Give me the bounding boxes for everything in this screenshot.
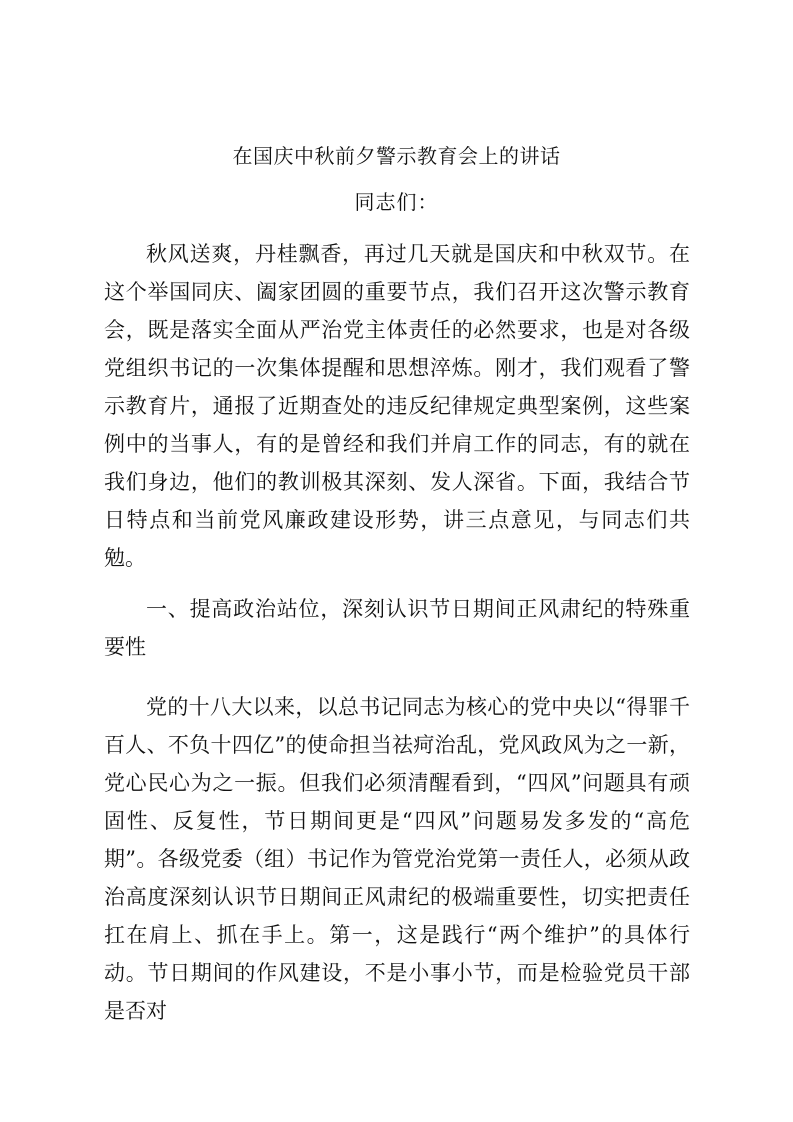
document-title: 在国庆中秋前夕警示教育会上的讲话	[232, 144, 561, 168]
document-body	[104, 235, 690, 1030]
intro-paragraph: 秋风送爽，丹桂飘香，再过几天就是国庆和中秋双节。在这个举国同庆、阖家团圆的重要节点，我们召开这次警示教育会，既是落实全面从严治党主体责任的必然要求，也是对各级党组织书记的一次集体提醒和思想淬炼。刚才，我们观看了警示教育片，通报了近期查处的违反纪律规定典型案例，这些案例中的当事人，有的是曾经和我们并肩工作的同志，有的就在我们身边，他们的教训极其深刻、发人深省。下面，我结合节日特点和当前党风廉政建设形势，讲三点意见，与同志们共勉。	[104, 242, 690, 570]
section-1-paragraph: 党的十八大以来，以总书记同志为核心的党中央以“得罪千百人、不负十四亿”的使命担当祛疴治乱，党风政风为之一新，党心民心为之一振。但我们必须清醒看到，“四风”问题具有顽固性、反复性，节日期间更是“四风”问题易发多发的“高危期”。各级党委（组）书记作为管党治党第一责任人，必须从政治高度深刻认识节日期间正风肃纪的极端重要性，切实把责任扛在肩上、抓在手上。第一，这是践行“两个维护”的具体行动。节日期间的作风建设，不是小事小节，而是检验党员干部是否对	[104, 695, 690, 1023]
section-heading-1: 一、提高政治站位，深刻认识节日期间正风肃纪的特殊重要性	[104, 597, 690, 659]
salutation: 同志们：	[354, 190, 439, 214]
